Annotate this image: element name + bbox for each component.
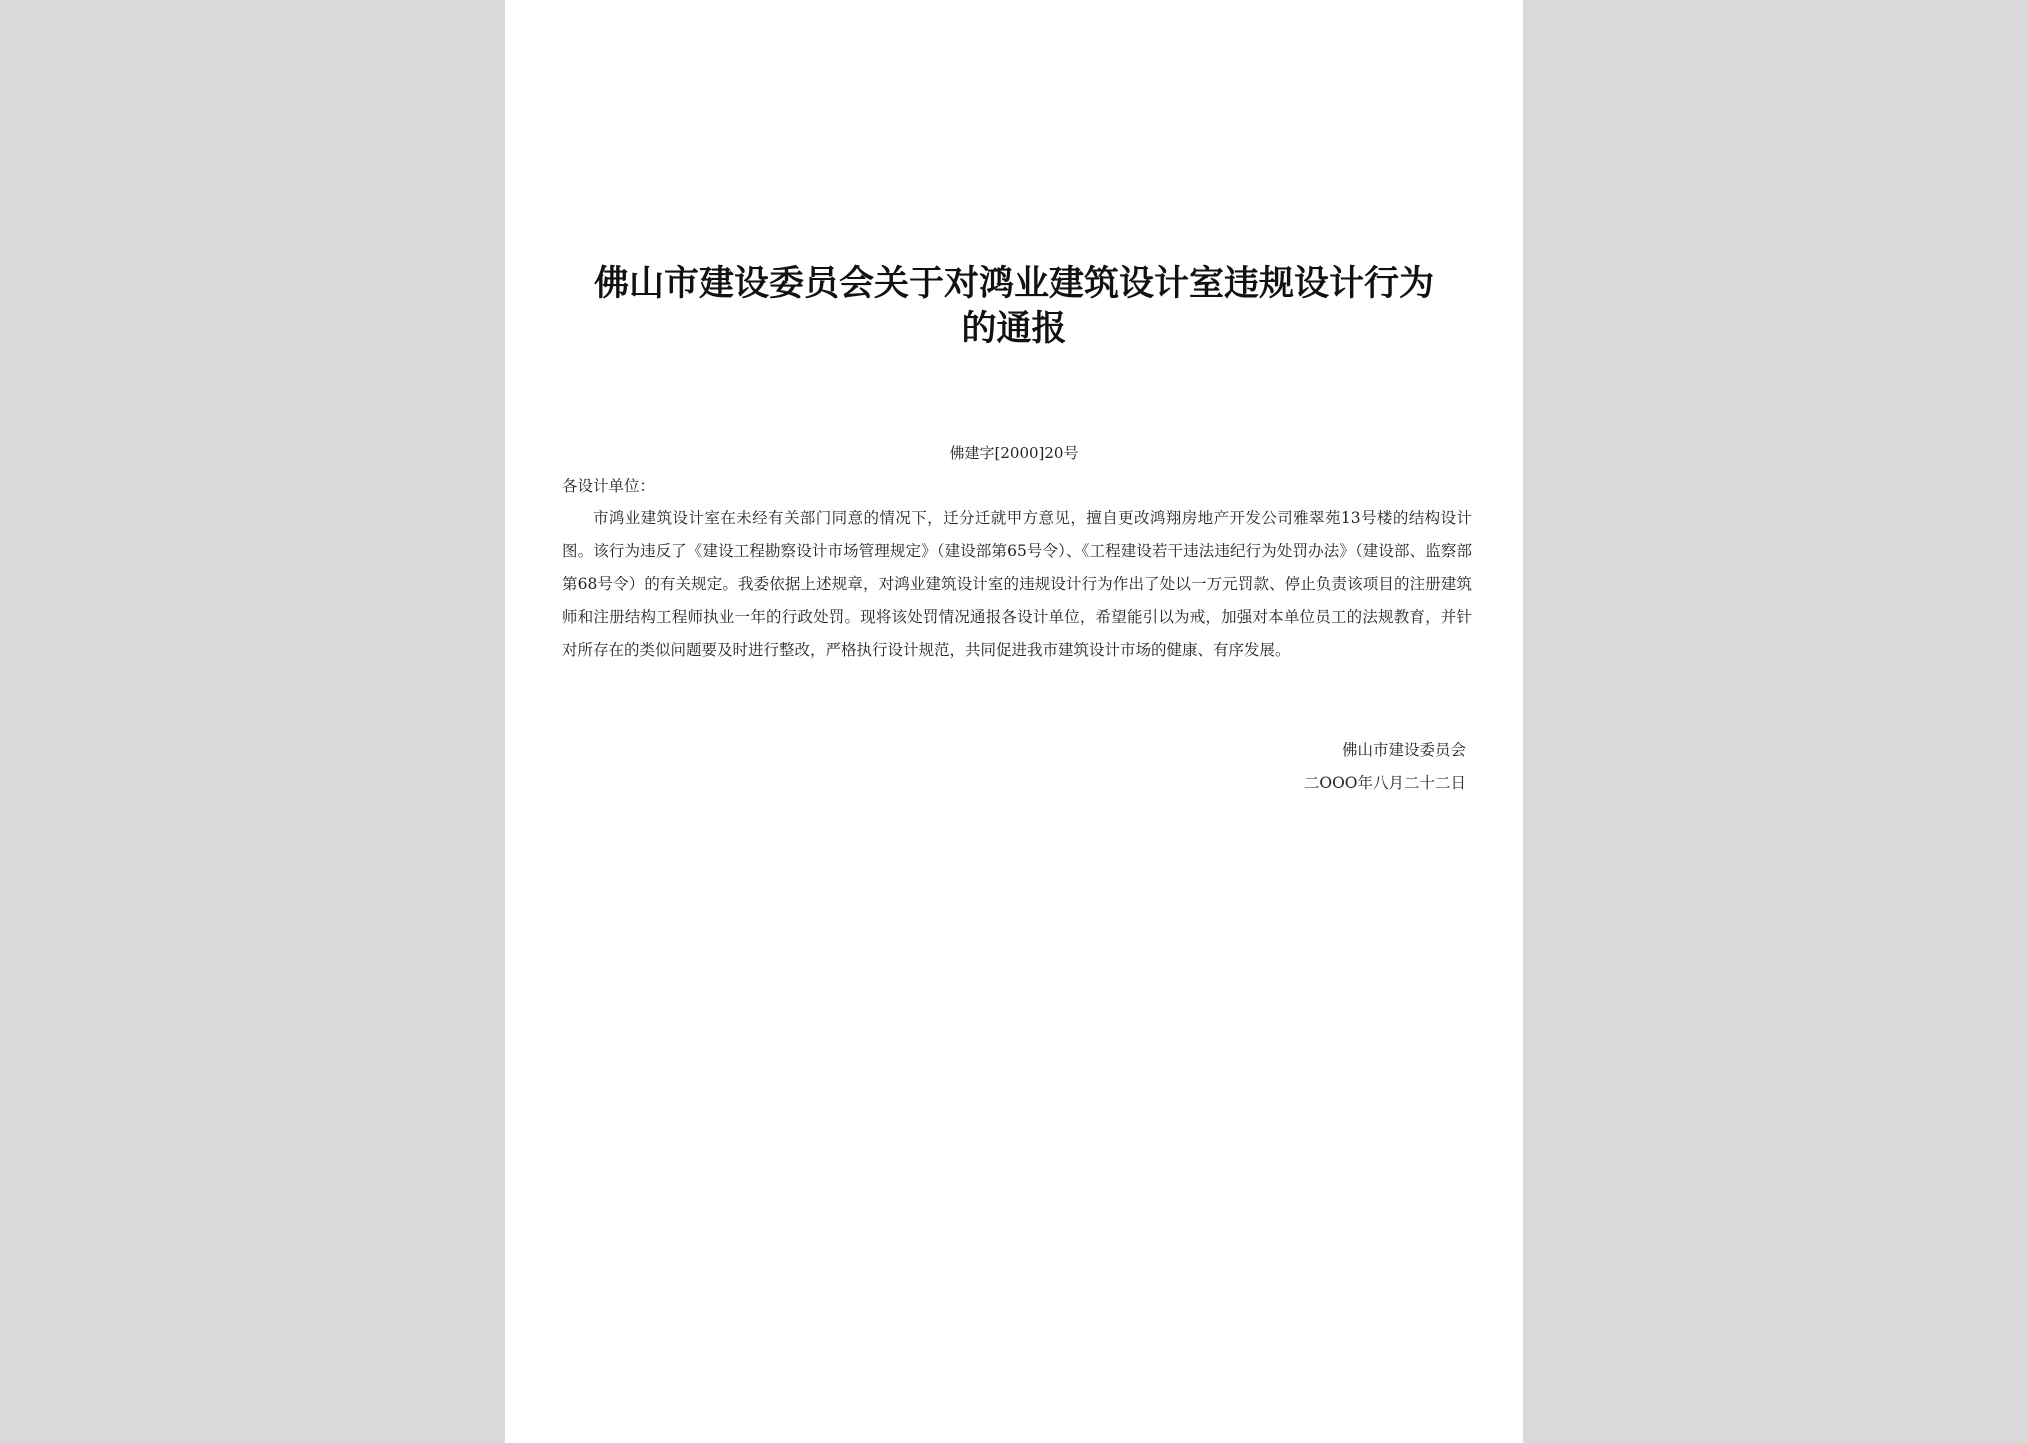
document-number: 佛建字[2000]20号 <box>949 444 1079 462</box>
document-title-line1: 佛山市建设委员会关于对鸿业建筑设计室违规设计行为 <box>593 264 1434 304</box>
signature-date: 二OOO年八月二十二日 <box>1303 774 1466 792</box>
signature-organization: 佛山市建设委员会 <box>1341 741 1466 759</box>
salutation: 各设计单位： <box>562 477 656 495</box>
document-page <box>505 0 1523 1443</box>
document-title-line2: 的通报 <box>961 309 1067 349</box>
document-title <box>505 262 1523 352</box>
body-paragraph: 市鸿业建筑设计室在未经有关部门同意的情况下，迁分迁就甲方意见，擅自更改鸿翔房地产开发公司雅翠苑13号楼的结构设计图。该行为违反了《建设工程勘察设计市场管理规定》（建设部第65号令）、《工程建设若干违法违纪行为处罚办法》（建设部、监察部第68号令）的有关规定。我委依据上述规章，对鸿业建筑设计室的违规设计行为作出了处以一万元罚款、停止负责该项目的注册建筑师和注册结构工程师执业一年的行政处罚。现将该处罚情况通报各设计单位，希望能引以为戒，加强对本单位员工的法规教育，并针对所存在的类似问题要及时进行整改，严格执行设计规范，共同促进我市建筑设计市场的健康、有序发展。 <box>562 509 1472 659</box>
